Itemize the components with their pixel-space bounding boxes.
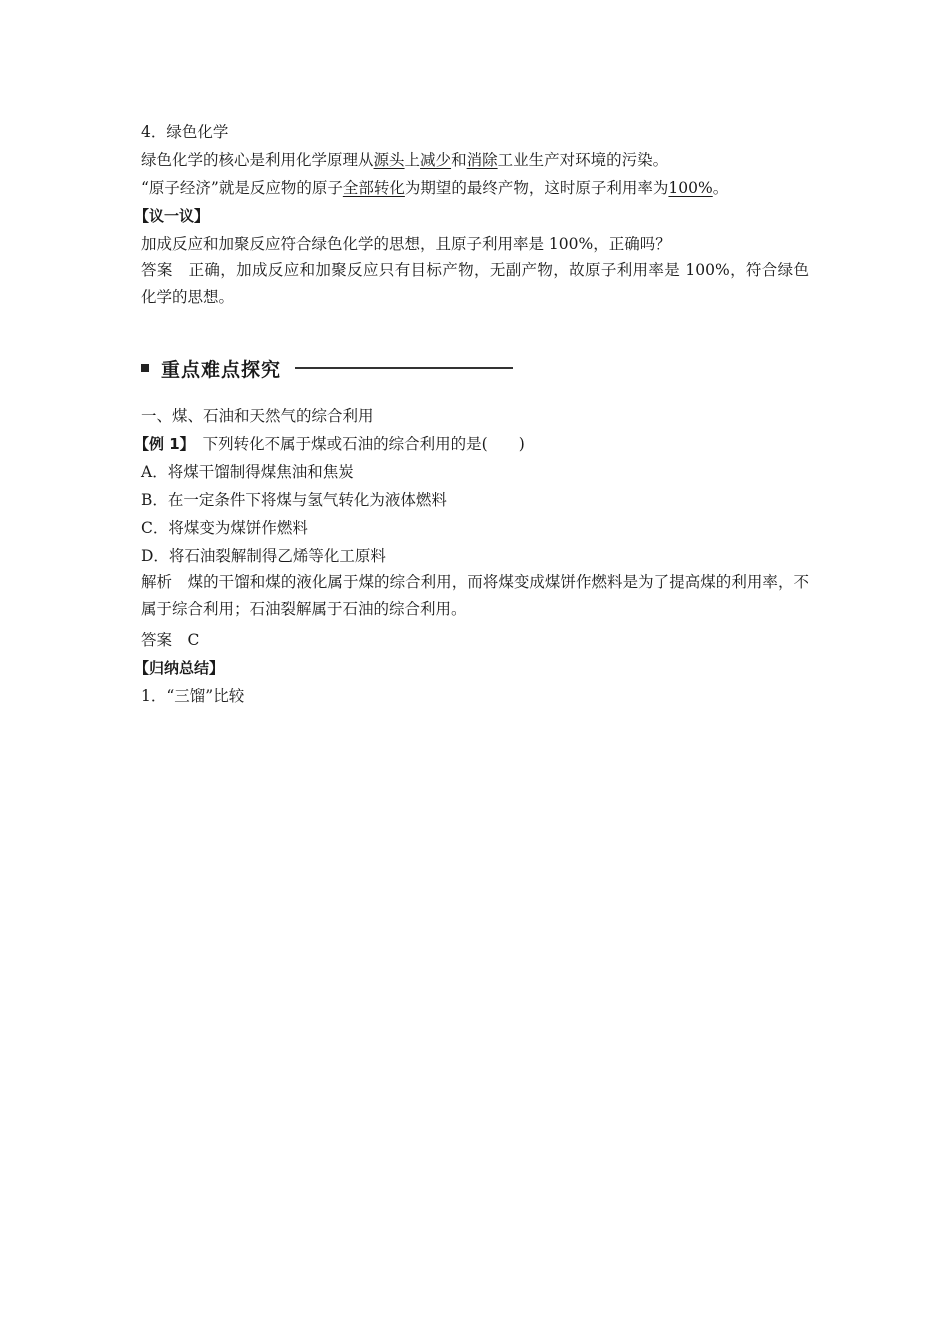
discuss-label: 【议一议】 (134, 207, 210, 225)
example-label: 【例 1】 (134, 435, 188, 453)
underlined-term-source: 源头 (373, 151, 405, 169)
underlined-term-100-percent: 100% (668, 179, 713, 197)
underlined-term-eliminate: 消除 (466, 151, 498, 169)
option-c: C．将煤变为煤饼作燃料 (141, 519, 308, 537)
summary-label: 【归纳总结】 (134, 659, 225, 677)
section-4-heading: 4．绿色化学 (141, 123, 229, 141)
square-bullet-icon (141, 364, 149, 372)
section-title: 重点难点探究 (161, 358, 282, 381)
discuss-answer: 答案 正确，加成反应和加聚反应只有目标产物，无副产物，故原子利用率是 100%，符合绿色化学的思想。 (141, 261, 809, 306)
section-header (141, 354, 513, 382)
underlined-term-reduce: 减少 (420, 151, 452, 169)
option-a: A．将煤干馏制得煤焦油和焦炭 (141, 463, 354, 481)
atom-economy-paragraph: “原子经济”就是反应物的原子全部转化为期望的最终产物，这时原子利用率为100%。 (141, 179, 729, 197)
example-1 (134, 433, 525, 455)
example-question: 下列转化不属于煤或石油的综合利用的是( ) (187, 435, 525, 453)
option-d: D．将石油裂解制得乙烯等化工原料 (141, 547, 386, 565)
analysis-paragraph: 解析 煤的干馏和煤的液化属于煤的综合利用，而将煤变成煤饼作燃料是为了提高煤的利用率，不属于综合利用；石油裂解属于石油的综合利用。 (141, 573, 809, 618)
option-b: B．在一定条件下将煤与氢气转化为液体燃料 (141, 491, 447, 509)
discuss-question: 加成反应和加聚反应符合绿色化学的思想，且原子利用率是 100%，正确吗？ (141, 235, 671, 253)
topic-heading: 一、煤、石油和天然气的综合利用 (141, 407, 374, 425)
section-divider (295, 367, 513, 369)
example-answer: 答案 C (141, 631, 200, 649)
underlined-term-full-conversion: 全部转化 (342, 179, 405, 197)
green-chemistry-core-paragraph: 绿色化学的核心是利用化学原理从源头上减少和消除工业生产对环境的污染。 (141, 151, 669, 169)
summary-item-1: 1．“三馏”比较 (141, 687, 245, 705)
